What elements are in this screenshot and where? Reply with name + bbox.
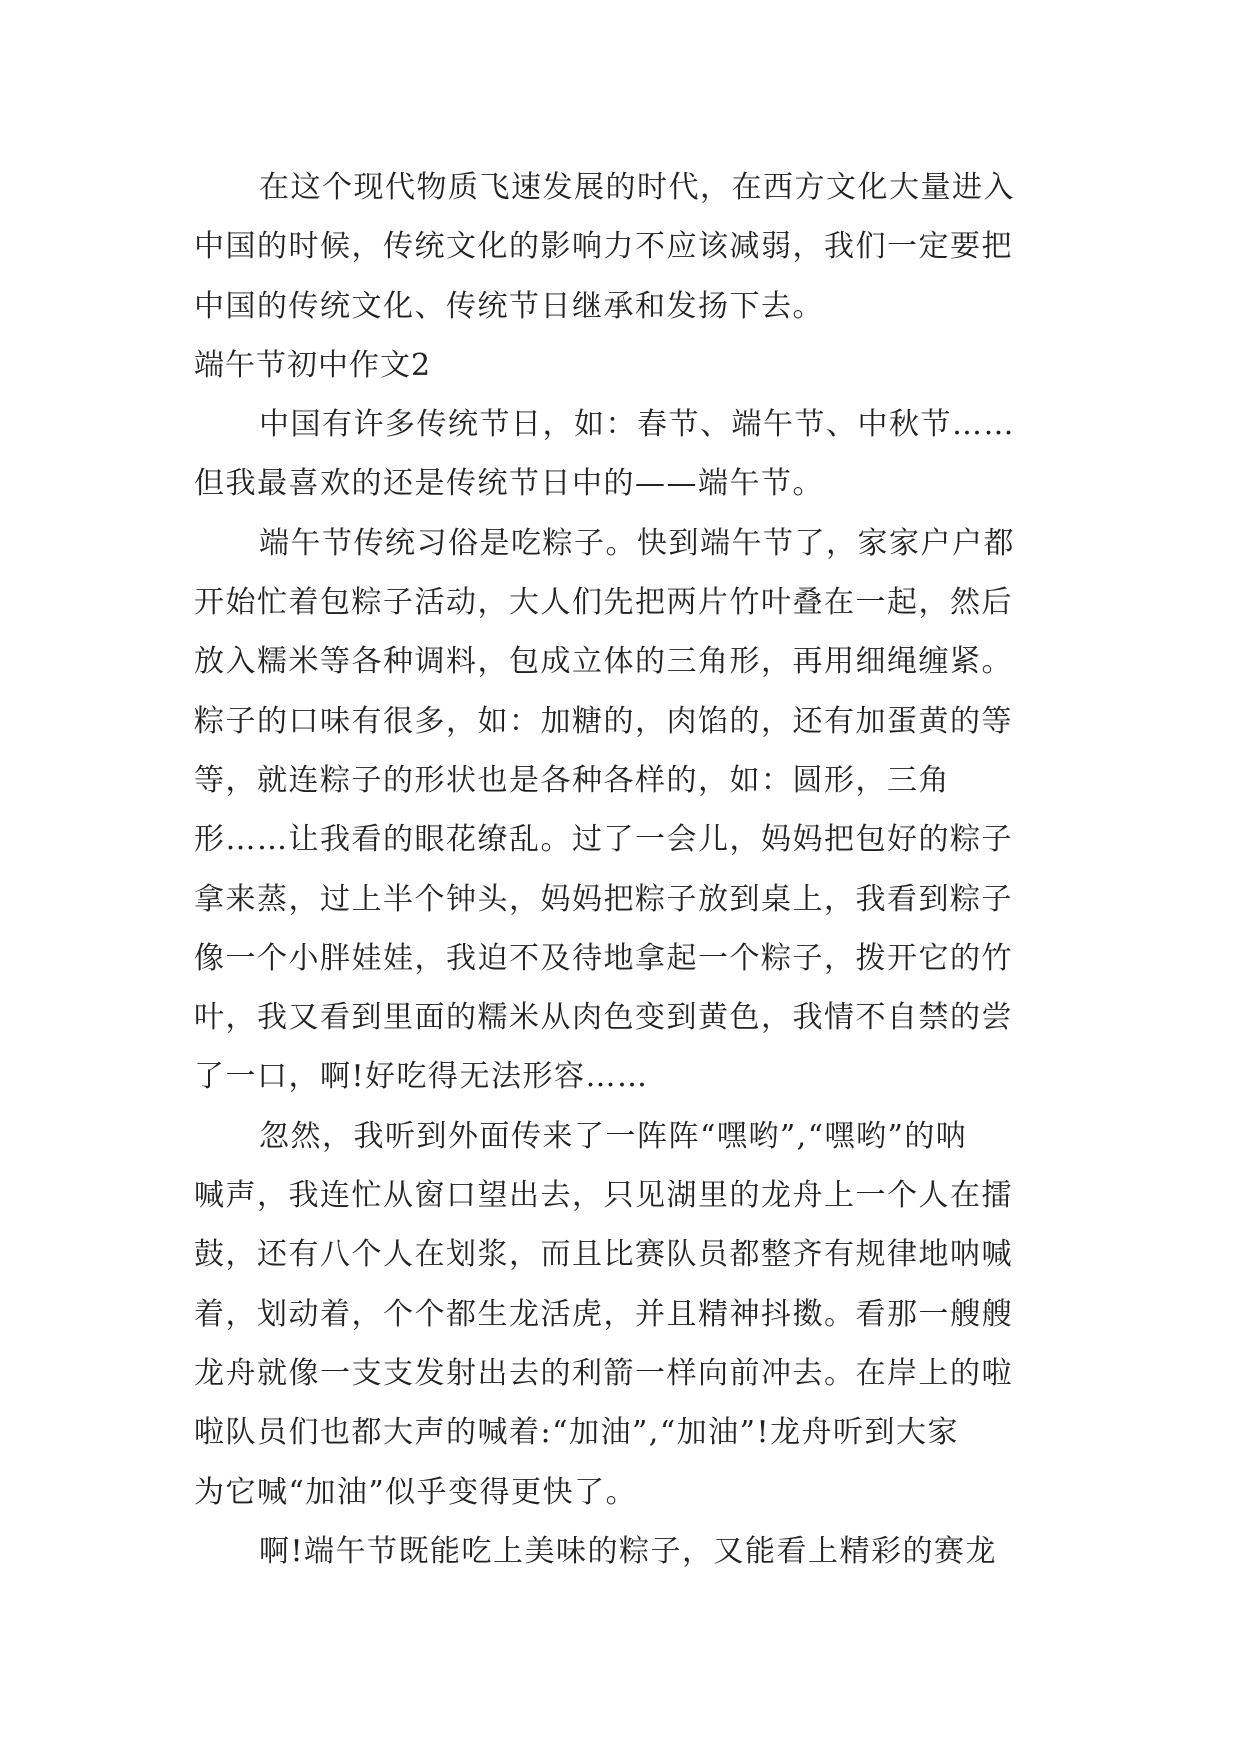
text-line: 了一口，啊!好吃得无法形容…… [194,1059,649,1095]
text-line: 中国的传统文化、传统节日继承和发扬下去。 [194,288,824,324]
paragraph-2 [194,395,1074,514]
text-line: 着，划动着，个个都生龙活虎，并且精神抖擞。看那一艘艘 [194,1296,1013,1332]
text-line: 端午节传统习俗是吃粽子。快到端午节了，家家户户都 [259,525,1015,561]
text-line: 鼓，还有八个人在划浆，而且比赛队员都整齐有规律地呐喊 [194,1237,1013,1273]
text-line: 叶，我又看到里面的糯米从肉色变到黄色，我情不自禁的尝 [194,1000,1013,1036]
text-line: 在这个现代物质飞速发展的时代，在西方文化大量进入 [259,170,1015,205]
text-line: 啦队员们也都大声的喊着:“加油”,“加油”!龙舟听到大家 [194,1415,960,1451]
text-line: 忽然，我听到外面传来了一阵阵“嘿哟”,“嘿哟”的呐 [259,1118,968,1154]
text-line: 粽子的口味有很多，如：加糖的，肉馅的，还有加蛋黄的等 [194,703,1013,739]
essay-body [194,158,1074,1581]
paragraph-3 [194,514,1074,1107]
paragraph-4 [194,1107,1074,1522]
text-line: 开始忙着包粽子活动，大人们先把两片竹叶叠在一起，然后 [194,585,1013,621]
text-line: 但我最喜欢的还是传统节日中的——端午节。 [194,466,824,502]
text-line: 像一个小胖娃娃，我迫不及待地拿起一个粽子，拨开它的竹 [194,940,1013,976]
text-line: 中国有许多传统节日，如：春节、端午节、中秋节…… [259,407,1015,443]
text-line: 喊声，我连忙从窗口望出去，只见湖里的龙舟上一个人在擂 [194,1178,1013,1214]
text-line: 龙舟就像一支支发射出去的利箭一样向前冲去。在岸上的啦 [194,1355,1013,1391]
text-line: 拿来蒸，过上半个钟头，妈妈把粽子放到桌上，我看到粽子 [194,881,1013,917]
text-line: 啊!端午节既能吃上美味的粽子，又能看上精彩的赛龙 [259,1533,998,1569]
text-line: 等，就连粽子的形状也是各种各样的，如：圆形，三角 [194,762,950,798]
essay-heading: 端午节初中作文2 [194,347,432,383]
paragraph-5 [194,1522,1074,1581]
text-line: 为它喊“加油”似乎变得更快了。 [194,1474,638,1510]
text-line: 形……让我看的眼花缭乱。过了一会儿，妈妈把包好的粽子 [194,822,1013,858]
paragraph-1 [194,158,1074,336]
text-line: 中国的时候，传统文化的影响力不应该减弱，我们一定要把 [194,229,1013,265]
text-line: 放入糯米等各种调料，包成立体的三角形，再用细绳缠紧。 [194,644,1013,680]
